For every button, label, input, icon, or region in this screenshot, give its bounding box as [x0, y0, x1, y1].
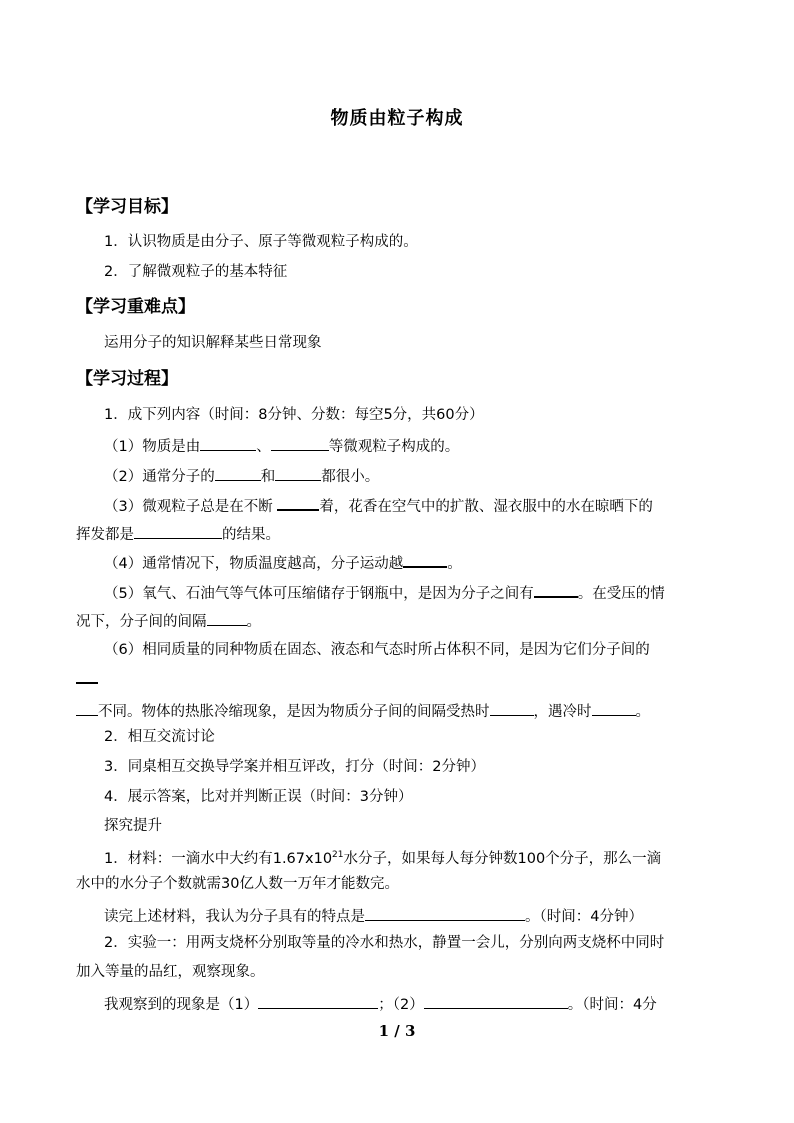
answer-blank[interactable] — [207, 609, 247, 626]
answer-blank[interactable] — [277, 493, 319, 511]
question-6-blank-start[interactable] — [76, 668, 98, 690]
material-line-2: 水中的水分子个数就需30亿人数一万年才能数完。 — [76, 876, 399, 892]
answer-blank[interactable] — [258, 992, 378, 1009]
key-points-text: 运用分子的知识解释某些日常现象 — [104, 335, 322, 351]
experiment-line-1: 2．实验一：用两支烧杯分别取等量的冷水和热水，静置一会儿，分别向两支烧杯中同时 — [104, 935, 665, 951]
page-number: 1 / 3 — [378, 1022, 416, 1040]
key-points-heading: 【学习重难点】 — [76, 297, 195, 317]
goal-1: 1．认识物质是由分子、原子等微观粒子构成的。 — [104, 234, 418, 250]
answer-blank[interactable] — [76, 668, 98, 684]
answer-blank[interactable] — [424, 992, 568, 1009]
material-answer: 读完上述材料，我认为分子具有的特点是 。（时间：4分钟） — [104, 904, 643, 927]
item-4: 4．展示答案，比对并判断正误（时间：3分钟） — [104, 789, 413, 805]
answer-blank[interactable] — [403, 550, 447, 568]
process-heading: 【学习过程】 — [76, 369, 178, 389]
experiment-line-2: 加入等量的品红，观察现象。 — [76, 964, 265, 980]
page-title: 物质由粒子构成 — [330, 108, 464, 129]
answer-blank[interactable] — [534, 580, 578, 598]
goal-2: 2．了解微观粒子的基本特征 — [104, 264, 288, 280]
explore-heading: 探究提升 — [104, 818, 162, 834]
question-3-line-2: 挥发都是 的结果。 — [76, 522, 280, 545]
question-4: （4）通常情况下，物质温度越高，分子运动越 。 — [104, 550, 462, 574]
item-2: 2．相互交流讨论 — [104, 729, 215, 745]
question-6-line-2: 不同。物体的热胀冷缩现象，是因为物质分子间的间隔受热时 ，遇冷时 。 — [76, 699, 650, 722]
answer-blank[interactable] — [215, 464, 261, 481]
item-1: 1．成下列内容（时间：8分钟、分数：每空5分，共60分） — [104, 407, 484, 423]
question-5-line-1: （5）氧气、石油气等气体可压缩储存于钢瓶中，是因为分子之间有 。在受压的情 — [104, 580, 665, 604]
goals-heading: 【学习目标】 — [76, 197, 178, 217]
answer-blank[interactable] — [275, 464, 321, 481]
answer-blank[interactable] — [490, 699, 534, 716]
answer-blank[interactable] — [76, 699, 98, 716]
answer-blank[interactable] — [271, 434, 329, 451]
answer-blank[interactable] — [592, 699, 636, 716]
material-line-1: 1．材料：一滴水中大约有$1.67x10^{21}$水分子，如果每人每分钟数100个分子，那么一滴 — [104, 850, 662, 867]
answer-blank[interactable] — [200, 434, 256, 451]
question-6-line-1: （6）相同质量的同种物质在固态、液态和气态时所占体积不同，是因为它们分子间的 — [104, 642, 650, 658]
question-2: （2）通常分子的 和 都很小。 — [104, 464, 379, 487]
answer-blank[interactable] — [134, 522, 222, 539]
answer-blank[interactable] — [365, 904, 525, 921]
question-1: （1）物质是由 、 等微观粒子构成的。 — [104, 434, 459, 457]
experiment-observation: 我观察到的现象是（1） ；（2） 。（时间：4分 — [104, 992, 657, 1015]
question-5-line-2: 况下，分子间的间隔 。 — [76, 609, 261, 632]
item-3: 3．同桌相互交换导学案并相互评改，打分（时间：2分钟） — [104, 759, 485, 775]
question-3-line-1: （3）微观粒子总是在不断 着，花香在空气中的扩散、湿衣服中的水在晾晒下的 — [104, 493, 653, 517]
